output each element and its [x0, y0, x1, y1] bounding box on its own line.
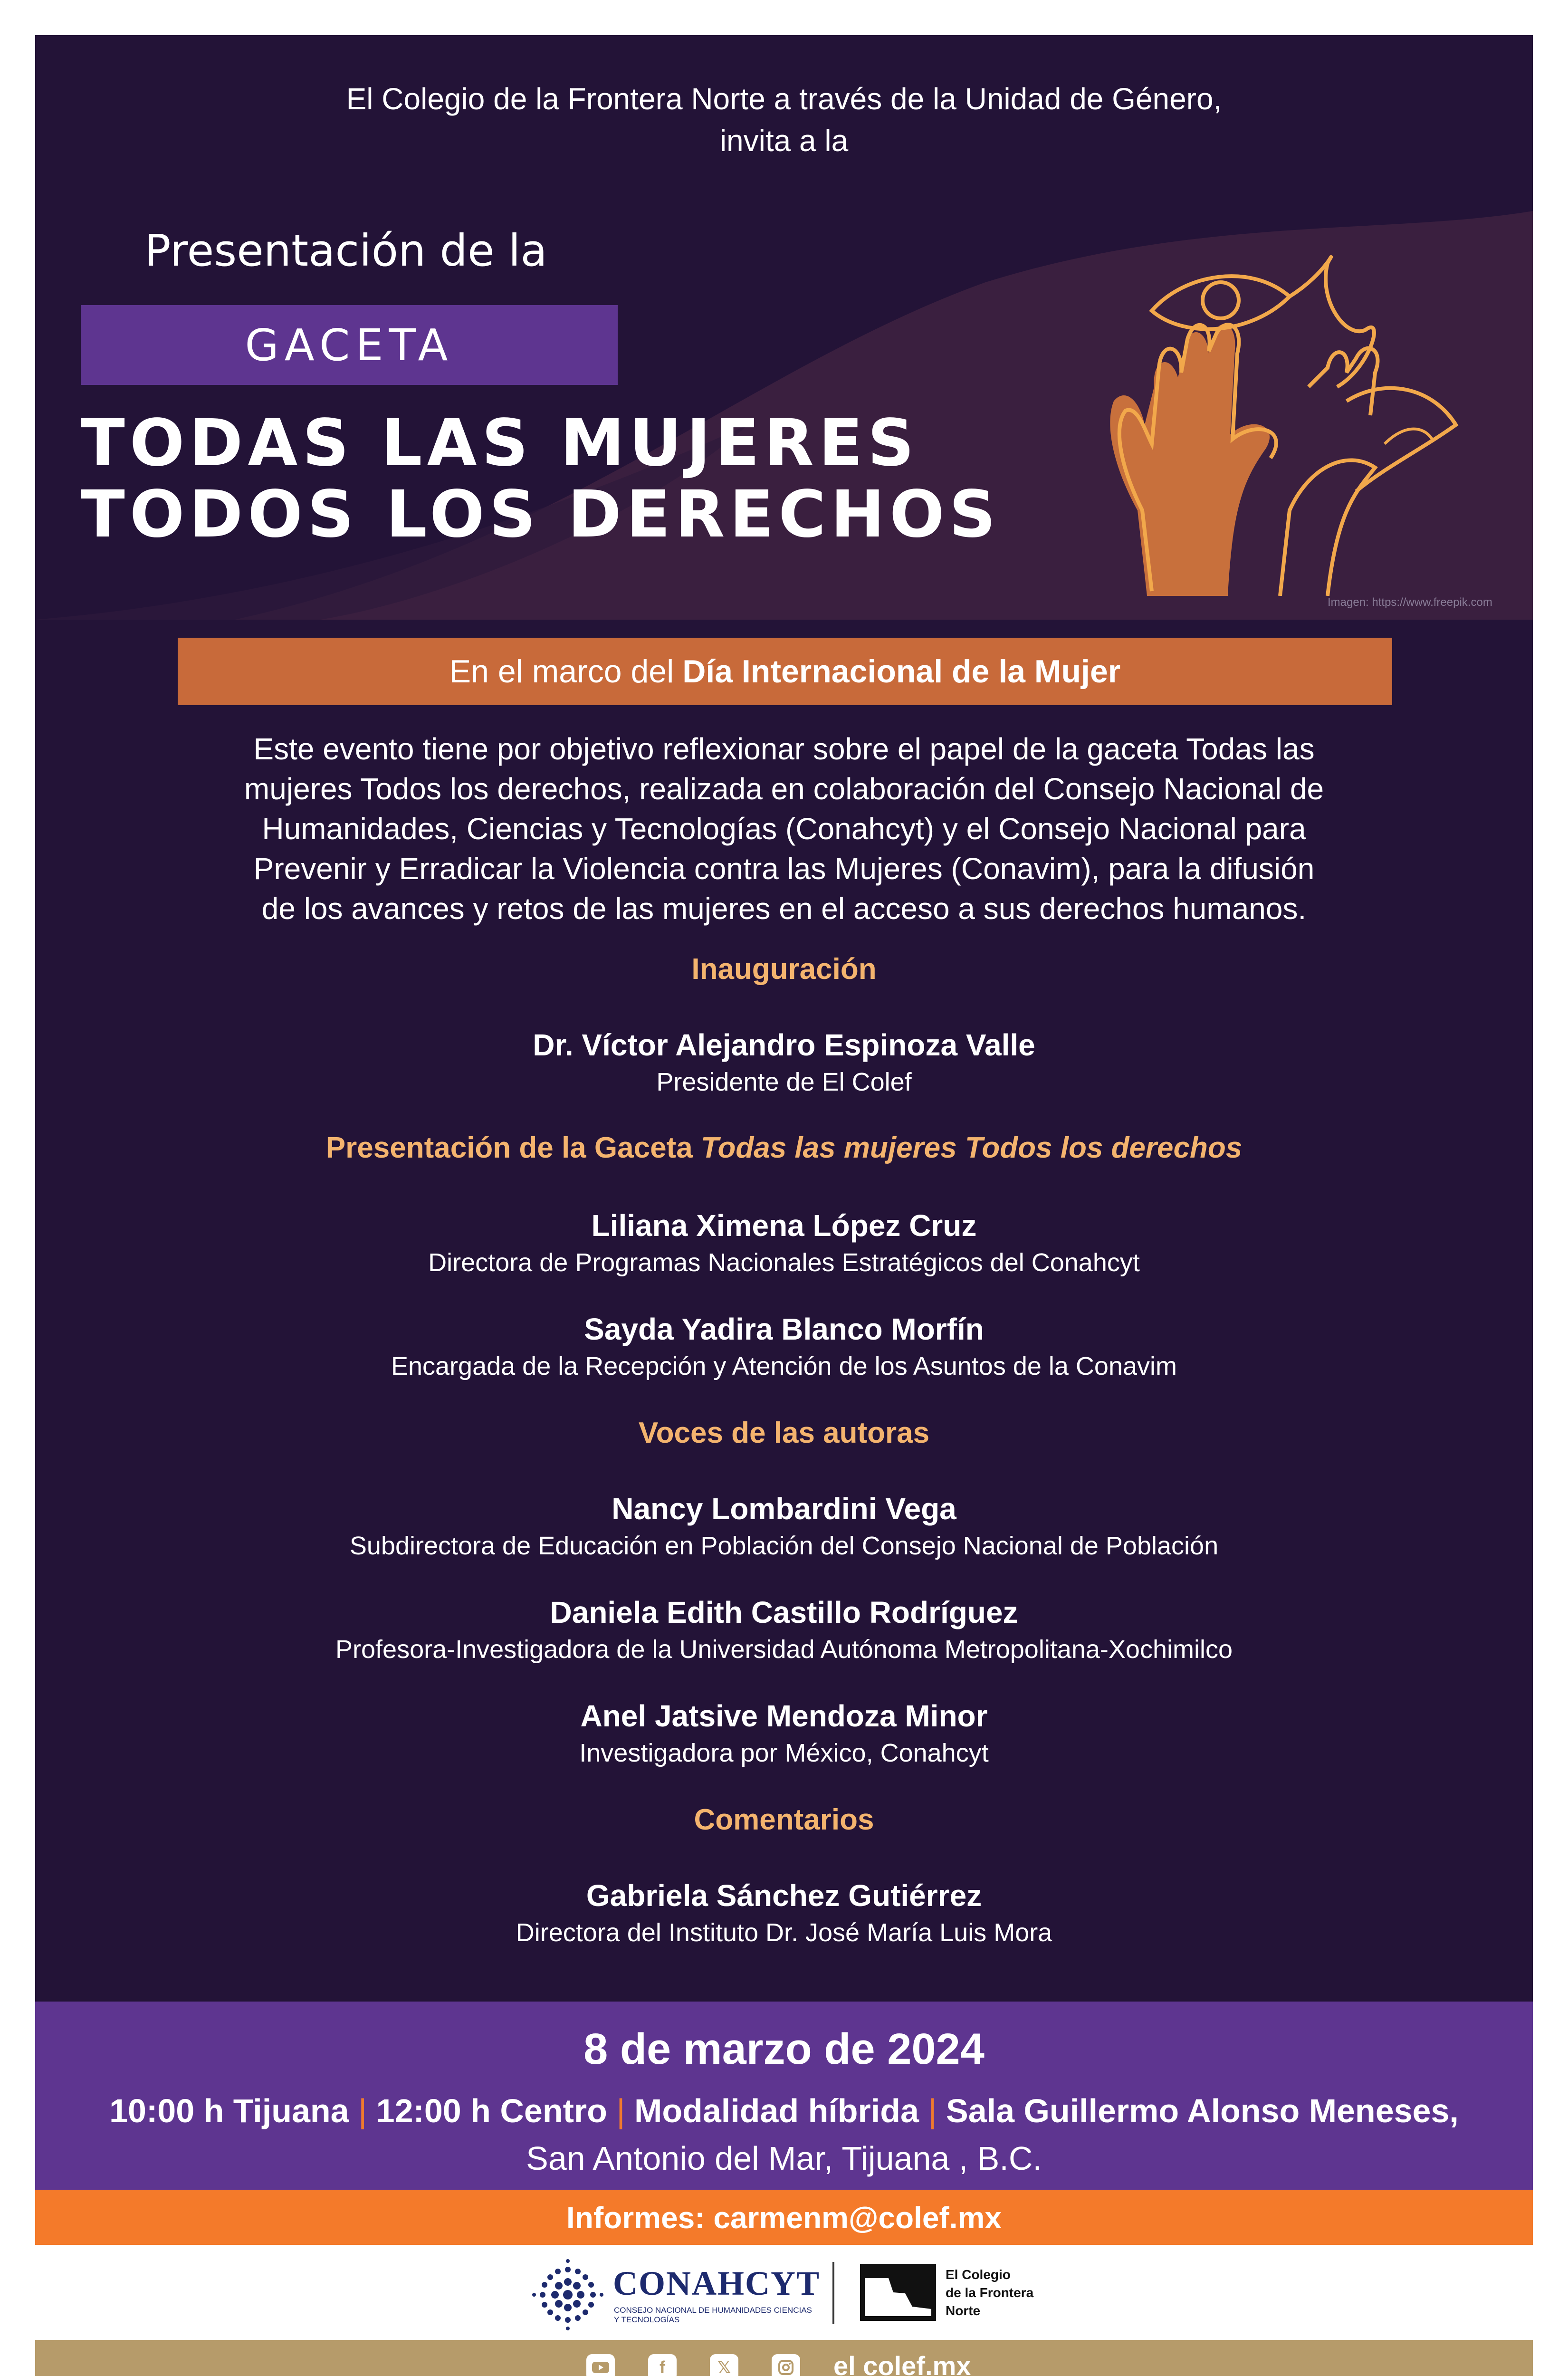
event-place: San Antonio del Mar, Tijuana , B.C. — [526, 2140, 1042, 2177]
speaker-role: Encargada de la Recepción y Atención de los Asuntos de la Conavim — [391, 1352, 1177, 1380]
colef-wordmark — [946, 2266, 1033, 2320]
section-heading-voces: Voces de las autoras — [638, 1417, 930, 1449]
speaker-name: Liliana Ximena López Cruz — [591, 1208, 977, 1243]
section-heading-inauguracion: Inauguración — [691, 953, 877, 986]
description-line: mujeres Todos los derechos, realizada en colaboración del Consejo Nacional de — [244, 772, 1324, 806]
instagram-icon[interactable] — [772, 2354, 800, 2376]
gaceta-label: GACETA — [81, 305, 618, 385]
logo-divider — [832, 2262, 834, 2324]
main-title-line-1: TODAS LAS MUJERES — [81, 406, 919, 481]
x-icon[interactable]: 𝕏 — [710, 2354, 738, 2376]
conahcyt-subtitle: CONSEJO NACIONAL DE HUMANIDADES CIENCIAS Y TECNOLOGÍAS — [614, 2306, 812, 2324]
banner-bold-text: Día Internacional de la Mujer — [682, 653, 1121, 690]
time-tijuana: 10:00 h Tijuana — [109, 2092, 349, 2129]
time-centro: 12:00 h Centro — [376, 2092, 607, 2129]
colef-line: de la Frontera — [946, 2285, 1034, 2300]
colef-logo-icon — [860, 2264, 936, 2321]
event-description — [35, 729, 1533, 929]
informes-band — [35, 2190, 1533, 2245]
description-line: Humanidades, Ciencias y Tecnologías (Conahcyt) y el Consejo Nacional para — [262, 812, 1306, 846]
description-line: Prevenir y Erradicar la Violencia contra las Mujeres (Conavim), para la difusión — [253, 852, 1315, 886]
conahcyt-logo-icon — [532, 2259, 603, 2330]
invitation-line-2: invita a la — [719, 124, 849, 158]
event-schedule — [35, 2092, 1533, 2130]
logos-row — [0, 2245, 1568, 2340]
speaker-role: Directora del Instituto Dr. José María Luis Mora — [516, 1918, 1052, 1947]
speaker-name: Sayda Yadira Blanco Morfín — [584, 1312, 984, 1346]
speaker-role: Profesora-Investigadora de la Universidad Autónoma Metropolitana-Xochimilco — [335, 1635, 1233, 1664]
separator: | — [358, 2092, 367, 2129]
speaker-role: Presidente de El Colef — [656, 1068, 912, 1096]
section-heading-presentacion — [35, 1131, 1533, 1165]
speaker-role: Directora de Programas Nacionales Estratégicos del Conahcyt — [428, 1248, 1140, 1277]
speaker-role: Subdirectora de Educación en Población del Consejo Nacional de Población — [349, 1532, 1219, 1560]
social-band — [35, 2340, 1533, 2376]
speaker-role: Investigadora por México, Conahcyt — [579, 1739, 989, 1767]
separator: | — [616, 2092, 625, 2129]
dia-internacional-banner — [178, 638, 1392, 705]
separator: | — [928, 2092, 937, 2129]
sala: Sala Guillermo Alonso Meneses, — [946, 2092, 1459, 2129]
presentacion-heading-italic: Todas las mujeres Todos los derechos — [700, 1131, 1243, 1164]
main-title-line-2: TODOS LOS DERECHOS — [81, 477, 1001, 552]
modalidad: Modalidad híbrida — [634, 2092, 919, 2129]
colef-line: Norte — [946, 2303, 981, 2318]
informes-contact[interactable]: Informes: carmenm@colef.mx — [566, 2201, 1002, 2235]
speaker-name: Dr. Víctor Alejandro Espinoza Valle — [533, 1028, 1035, 1062]
invitation-line-1: El Colegio de la Frontera Norte a través de la Unidad de Género, — [346, 82, 1222, 116]
speaker-name: Gabriela Sánchez Gutiérrez — [586, 1878, 982, 1913]
description-line: Este evento tiene por objetivo reflexionar sobre el papel de la gaceta Todas las — [253, 732, 1315, 766]
event-details-band — [35, 2002, 1533, 2190]
youtube-icon[interactable] — [586, 2354, 615, 2376]
speaker-name: Nancy Lombardini Vega — [612, 1492, 956, 1526]
event-date: 8 de marzo de 2024 — [583, 2025, 985, 2073]
speaker-name: Anel Jatsive Mendoza Minor — [580, 1699, 988, 1733]
presentacion-heading-prefix: Presentación de la Gaceta — [325, 1131, 693, 1164]
description-line: de los avances y retos de las mujeres en el acceso a sus derechos humanos. — [261, 891, 1307, 926]
banner-prefix: En el marco del — [449, 653, 674, 690]
hands-eye-illustration — [1042, 244, 1518, 596]
invitation-text — [35, 78, 1533, 162]
colef-line: El Colegio — [946, 2267, 1011, 2282]
poster — [35, 35, 1533, 2002]
presentation-label: Presentación de la — [144, 225, 547, 276]
website-link[interactable]: el colef.mx — [833, 2351, 971, 2376]
conahcyt-wordmark: CONAHCYT — [613, 2264, 821, 2302]
speaker-name: Daniela Edith Castillo Rodríguez — [550, 1595, 1018, 1629]
section-heading-comentarios: Comentarios — [694, 1803, 874, 1836]
image-credit: Imagen: https://www.freepik.com — [1328, 596, 1492, 609]
facebook-icon[interactable]: f — [648, 2354, 677, 2376]
